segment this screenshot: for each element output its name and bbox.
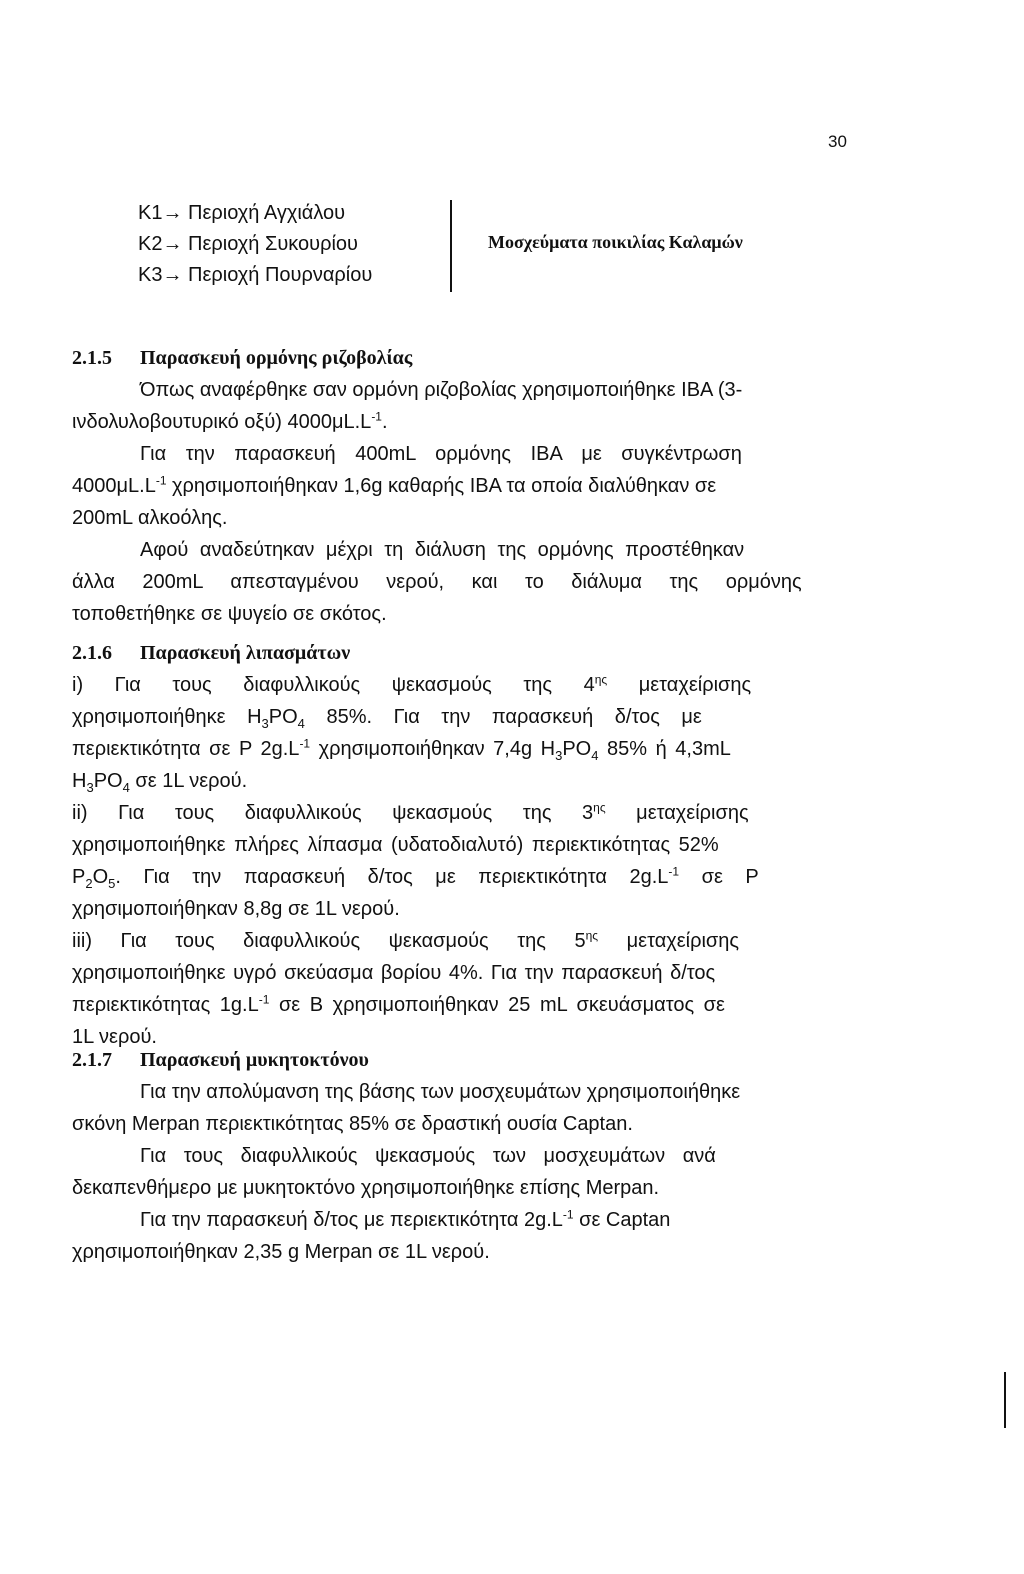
legend-item-k2: K2→ Περιοχή Συκουρίου bbox=[138, 233, 358, 255]
section-number: 2.1.5 bbox=[72, 347, 112, 369]
section-number: 2.1.6 bbox=[72, 642, 112, 664]
paragraph-line: 200mL αλκοόλης. bbox=[72, 507, 228, 529]
paragraph-line: άλλα 200mL απεσταγμένου νερού, και το διάλυμα της ορμόνης bbox=[72, 571, 802, 593]
section-2-1-6 bbox=[72, 637, 854, 1053]
list-item-iii: iii) Για τους διαφυλλικούς ψεκασμούς της $5^{\eta\varsigma}$ μεταχείρισης bbox=[72, 928, 740, 952]
paragraph-line: χρησιμοποιήθηκαν 8,8g σε 1L νερού. bbox=[72, 898, 400, 920]
paragraph-line: χρησιμοποιήθηκε $H_3PO_4$ 85%. Για την παρασκευή δ/τος με bbox=[72, 706, 702, 731]
section-heading bbox=[72, 342, 854, 374]
section-heading bbox=[72, 1044, 854, 1076]
section-number: 2.1.7 bbox=[72, 1049, 112, 1071]
section-title: Παρασκευή ορμόνης ριζοβολίας bbox=[140, 347, 413, 369]
paragraph-line: $4000\mu L.L^{-1}$ χρησιμοποιήθηκαν 1,6g καθαρής ΙΒΑ τα οποία διαλύθηκαν σε bbox=[72, 473, 717, 497]
paragraph-line: σκόνη Merpan περιεκτικότητας 85% σε δραστική ουσία Captan. bbox=[72, 1113, 633, 1135]
legend-note: Μοσχεύματα ποικιλίας Καλαμών bbox=[488, 232, 743, 252]
paragraph-line: ινδολυλοβουτυρικό οξύ) $4000\mu L.L^{-1}$. bbox=[72, 409, 388, 433]
paragraph-line: χρησιμοποιήθηκε υγρό σκεύασμα βορίου 4%. Για την παρασκευή δ/τος bbox=[72, 962, 716, 984]
margin-mark bbox=[1004, 1372, 1006, 1428]
list-item-ii: ii) Για τους διαφυλλικούς ψεκασμούς της $3^{\eta\varsigma}$ μεταχείρισης bbox=[72, 800, 749, 824]
paragraph-line: Όπως αναφέρθηκε σαν ορμόνη ριζοβολίας χρησιμοποιήθηκε ΙΒΑ (3- bbox=[140, 379, 743, 401]
paragraph-line: Για την παρασκευή δ/τος με περιεκτικότητα $2g.L^{-1}$ σε Captan bbox=[140, 1207, 671, 1231]
paragraph-line: δεκαπενθήμερο με μυκητοκτόνο χρησιμοποιήθηκε επίσης Merpan. bbox=[72, 1177, 660, 1199]
paragraph-line: 1L νερού. bbox=[72, 1026, 157, 1048]
paragraph-line: τοποθετήθηκε σε ψυγείο σε σκότος. bbox=[72, 603, 387, 625]
list-item-i: i) Για τους διαφυλλικούς ψεκασμούς της $4^{\eta\varsigma}$ μεταχείρισης bbox=[72, 672, 752, 696]
paragraph-line: $P_2O_5$. Για την παρασκευή δ/τος με περιεκτικότητα $2g.L^{-1}$ σε P bbox=[72, 864, 759, 891]
paragraph-line: Για την παρασκευή 400mL ορμόνης ΙΒΑ με συγκέντρωση bbox=[140, 443, 742, 465]
paragraph-line: περιεκτικότητα σε P $2g.L^{-1}$ χρησιμοποιήθηκαν 7,4g $H_3PO_4$ 85% ή 4,3mL bbox=[72, 736, 731, 763]
paragraph-line: Για τους διαφυλλικούς ψεκασμούς των μοσχευμάτων ανά bbox=[140, 1145, 716, 1167]
section-heading bbox=[72, 637, 854, 669]
paragraph-line: $H_3PO_4$ σε 1L νερού. bbox=[72, 770, 248, 795]
section-2-1-5 bbox=[72, 342, 854, 630]
section-title: Παρασκευή μυκητοκτόνου bbox=[140, 1049, 369, 1071]
section-title: Παρασκευή λιπασμάτων bbox=[140, 642, 351, 664]
page-number: 30 bbox=[828, 132, 847, 151]
paragraph-line: χρησιμοποιήθηκαν 2,35 g Merpan σε 1L νερού. bbox=[72, 1241, 490, 1263]
legend-list bbox=[138, 198, 372, 291]
paragraph-line: Για την απολύμανση της βάσης των μοσχευμάτων χρησιμοποιήθηκε bbox=[140, 1081, 741, 1103]
paragraph-line: περιεκτικότητας $1g.L^{-1}$ σε B χρησιμοποιήθηκαν 25 mL σκευάσματος σε bbox=[72, 992, 725, 1016]
legend-divider bbox=[450, 200, 452, 292]
legend-item-k3: K3→ Περιοχή Πουρναρίου bbox=[138, 264, 373, 286]
legend-item-k1: K1→ Περιοχή Αγχιάλου bbox=[138, 202, 346, 224]
section-2-1-7 bbox=[72, 1044, 854, 1268]
paragraph-line: Αφού αναδεύτηκαν μέχρι τη διάλυση της ορμόνης προστέθηκαν bbox=[140, 539, 745, 561]
paragraph-line: χρησιμοποιήθηκε πλήρες λίπασμα (υδατοδιαλυτό) περιεκτικότητας 52% bbox=[72, 834, 719, 856]
